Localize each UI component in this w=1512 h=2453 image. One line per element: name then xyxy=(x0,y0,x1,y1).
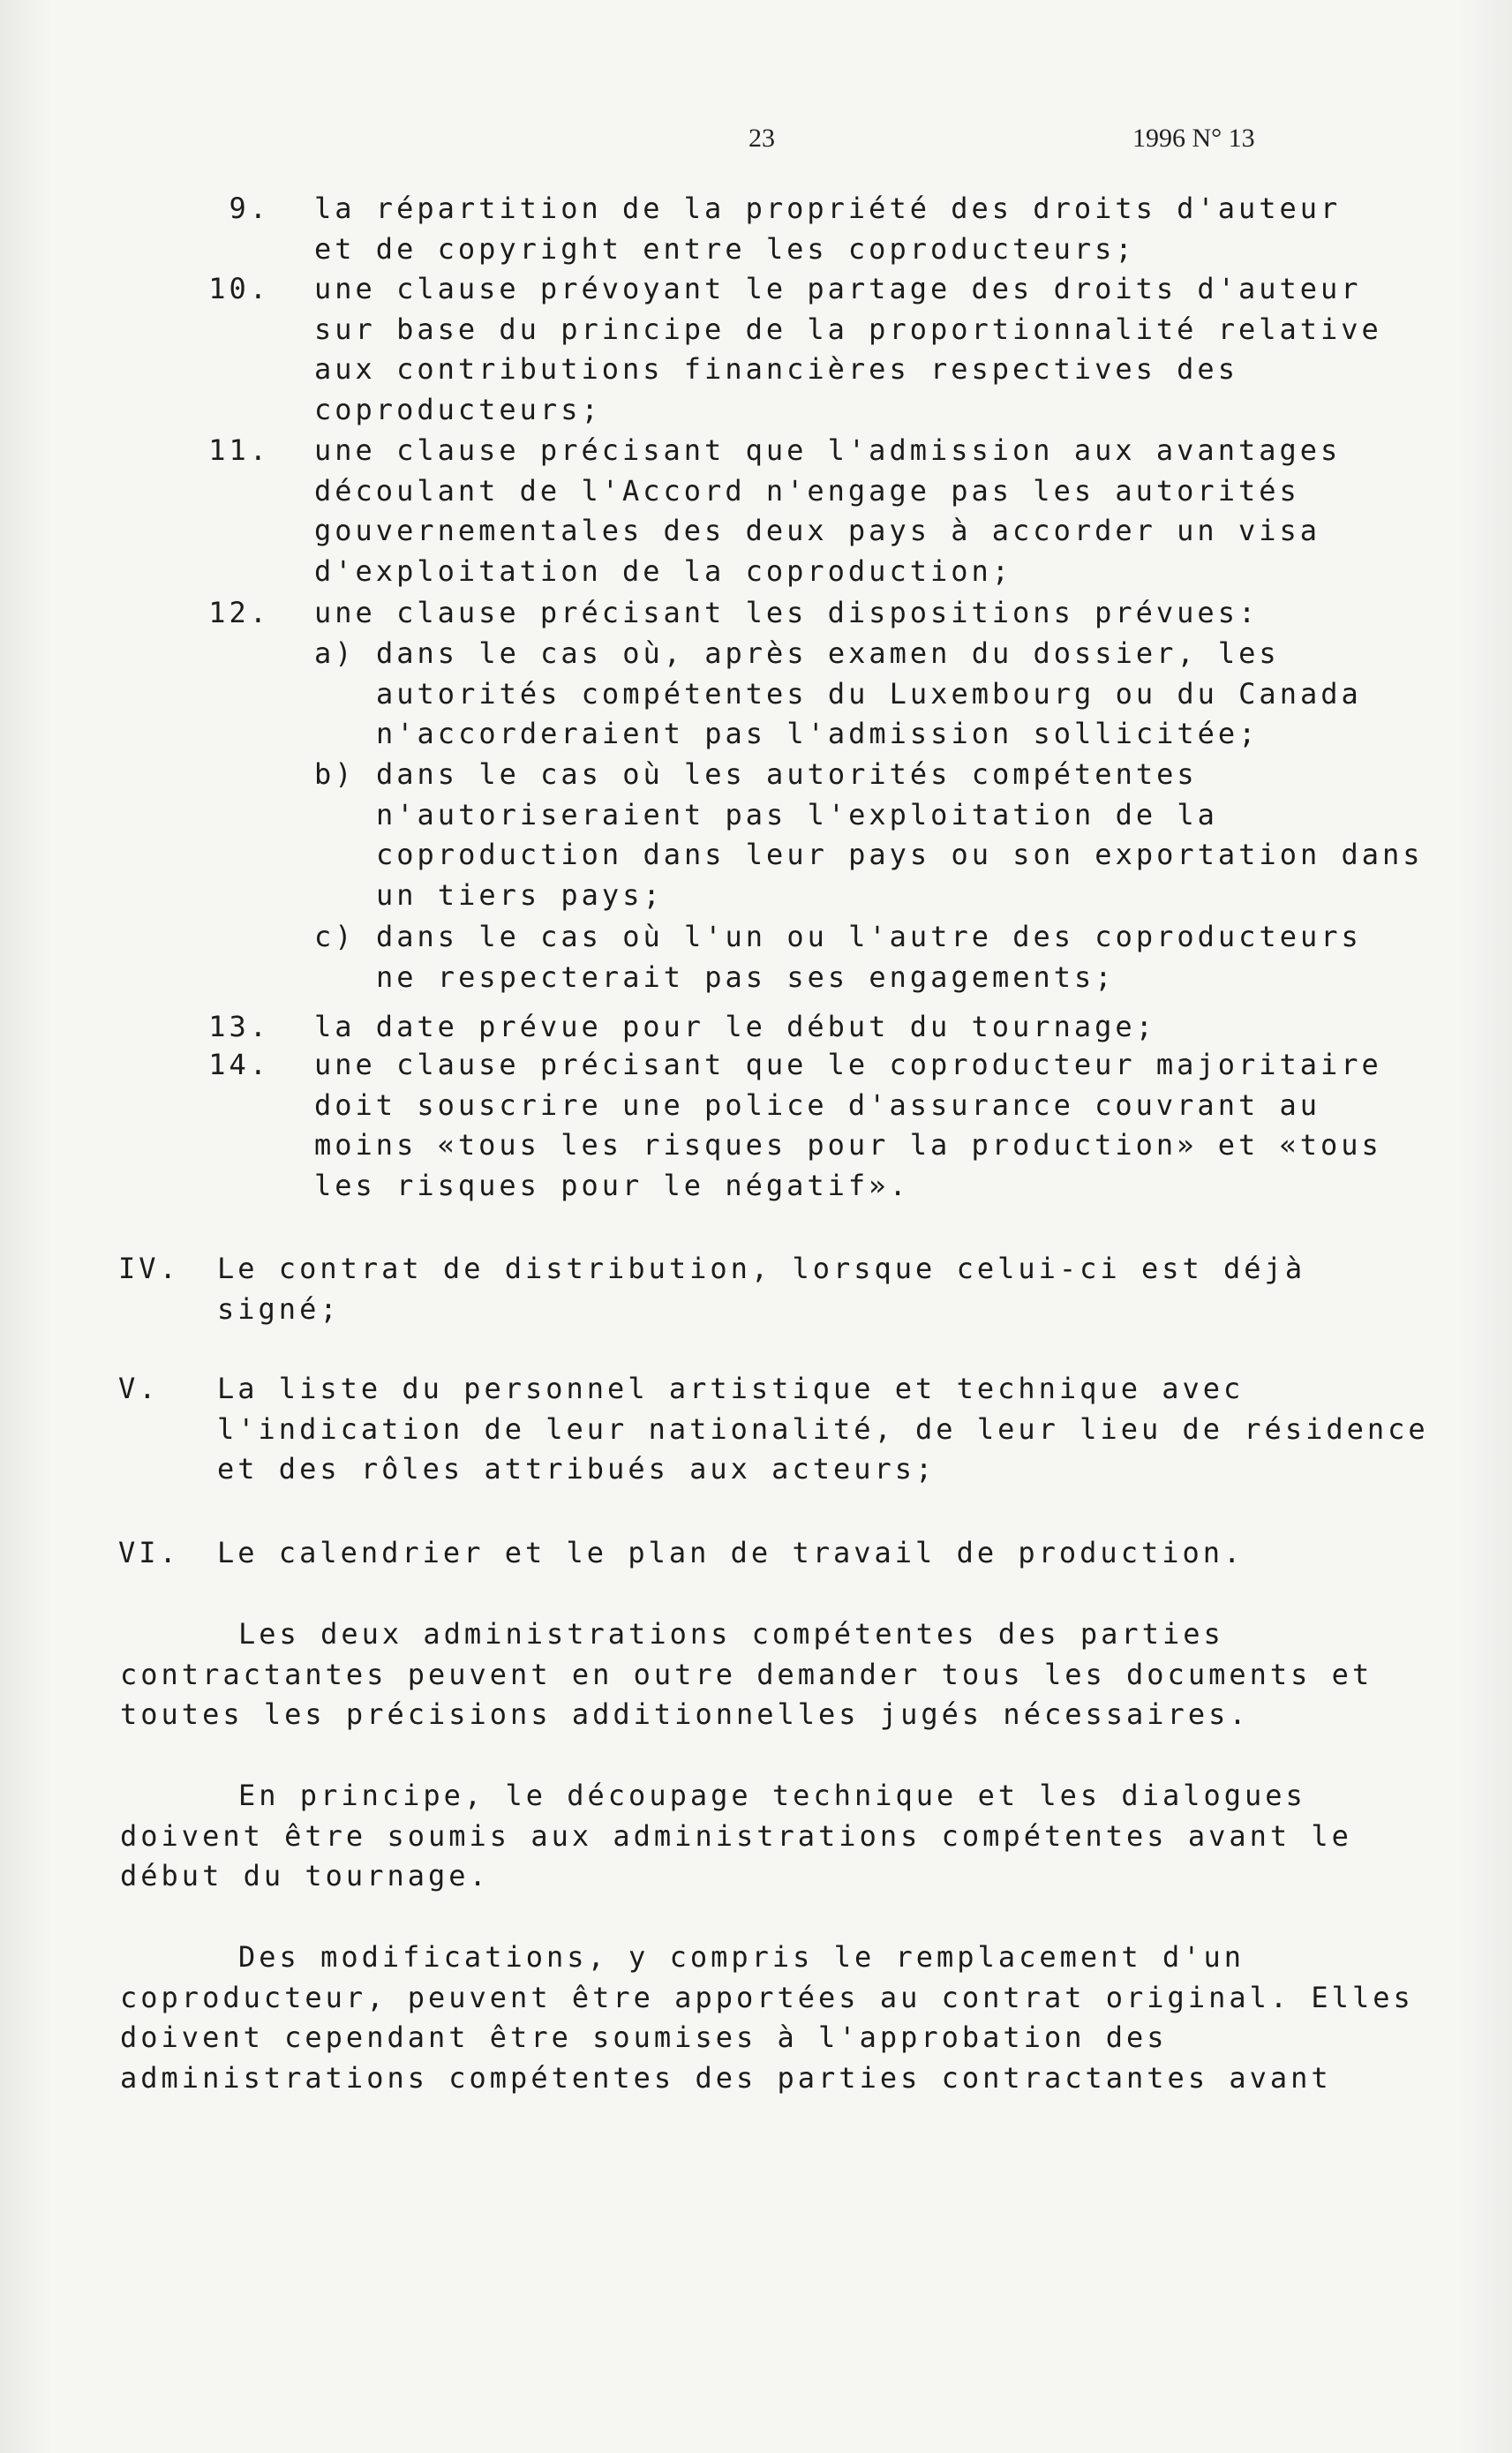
item-line: une clause précisant les dispositions prévues: xyxy=(314,596,1260,629)
paragraph-line: doivent être soumis aux administrations compétentes avant le xyxy=(120,1818,1352,1853)
paragraph-line: contractantes peuvent en outre demander tous les documents et xyxy=(120,1657,1373,1691)
section-line: et des rôles attribués aux acteurs; xyxy=(217,1452,937,1486)
page-number: 23 xyxy=(748,124,775,153)
item-line: la répartition de la propriété des droits d'auteur xyxy=(314,192,1342,225)
item-line: la date prévue pour le début du tournage; xyxy=(314,1010,1156,1043)
item-line: les risques pour le négatif». xyxy=(314,1168,910,1202)
item-number: 13. xyxy=(208,1010,270,1043)
item-line: une clause précisant que l'admission aux avantages xyxy=(314,433,1342,467)
item-line: un tiers pays; xyxy=(376,877,664,912)
item-line: moins «tous les risques pour la production» et «tous xyxy=(314,1128,1382,1162)
item-number: 10. xyxy=(208,272,270,305)
paragraph-line: En principe, le découpage technique et les dialogues xyxy=(238,1779,1306,1812)
section-numeral: V. xyxy=(118,1372,160,1405)
paragraph-line: Les deux administrations compétentes des parties xyxy=(238,1617,1224,1651)
item-number: 14. xyxy=(208,1048,270,1081)
section-line: signé; xyxy=(217,1291,341,1326)
paragraph-line: toutes les précisions additionnelles jugés nécessaires. xyxy=(120,1697,1250,1731)
item-line: une clause prévoyant le partage des droits d'auteur xyxy=(314,272,1362,305)
paragraph-2 xyxy=(120,1776,1352,1897)
paragraph-3 xyxy=(120,1938,1414,2098)
item-line: autorités compétentes du Luxembourg ou du Canada xyxy=(376,676,1362,711)
paragraph-line: début du tournage. xyxy=(120,1859,490,1892)
section-line: Le calendrier et le plan de travail de production. xyxy=(217,1536,1245,1569)
section-numeral: IV. xyxy=(118,1252,180,1285)
paragraph-line: doivent cependant être soumises à l'approbation des xyxy=(120,2020,1168,2054)
item-line: n'accorderaient pas l'admission sollicitée; xyxy=(376,717,1260,750)
section-line: Le contrat de distribution, lorsque celui-ci est déjà xyxy=(217,1252,1306,1285)
subitem-letter: a) xyxy=(314,636,356,670)
item-line: gouvernementales des deux pays à accorder un visa xyxy=(314,514,1321,547)
paragraph-line: administrations compétentes des parties contractantes avant xyxy=(120,2060,1332,2095)
item-line: ne respecterait pas ses engagements; xyxy=(376,959,1116,994)
section-line: l'indication de leur nationalité, de leur lieu de résidence xyxy=(217,1411,1429,1446)
item-line: dans le cas où, après examen du dossier, les xyxy=(376,636,1280,670)
item-line: coproducteurs; xyxy=(314,392,602,426)
item-line: sur base du principe de la proportionnalité relative xyxy=(314,312,1382,346)
section-line: La liste du personnel artistique et technique avec xyxy=(217,1372,1245,1405)
item-line: une clause précisant que le coproducteur majoritaire xyxy=(314,1048,1382,1081)
item-line: n'autoriseraient pas l'exploitation de la xyxy=(376,797,1218,831)
item-line: doit souscrire une police d'assurance couvrant au xyxy=(314,1087,1321,1122)
paragraph-1 xyxy=(120,1614,1373,1735)
section-numeral: VI. xyxy=(118,1536,180,1569)
paragraph-line: coproducteur, peuvent être apportées au contrat original. Elles xyxy=(120,1980,1414,2014)
item-line: d'exploitation de la coproduction; xyxy=(314,553,1013,588)
issue-number: 1996 N° 13 xyxy=(1132,124,1255,153)
item-line: aux contributions financières respectives des xyxy=(314,352,1238,386)
item-number: 11. xyxy=(208,433,270,467)
item-line: coproduction dans leur pays ou son exportation dans xyxy=(376,838,1424,871)
item-number: 12. xyxy=(208,596,270,629)
item-line: découlant de l'Accord n'engage pas les autorités xyxy=(314,473,1300,508)
subitem-letter: b) xyxy=(314,757,356,791)
item-line: dans le cas où les autorités compétentes xyxy=(376,757,1198,791)
paragraph-line: Des modifications, y compris le remplacement d'un xyxy=(238,1940,1245,1974)
item-number: 9. xyxy=(229,192,270,225)
item-line: et de copyright entre les coproducteurs; xyxy=(314,231,1136,266)
item-line: dans le cas où l'un ou l'autre des coproducteurs xyxy=(376,920,1362,953)
subitem-letter: c) xyxy=(314,920,356,953)
